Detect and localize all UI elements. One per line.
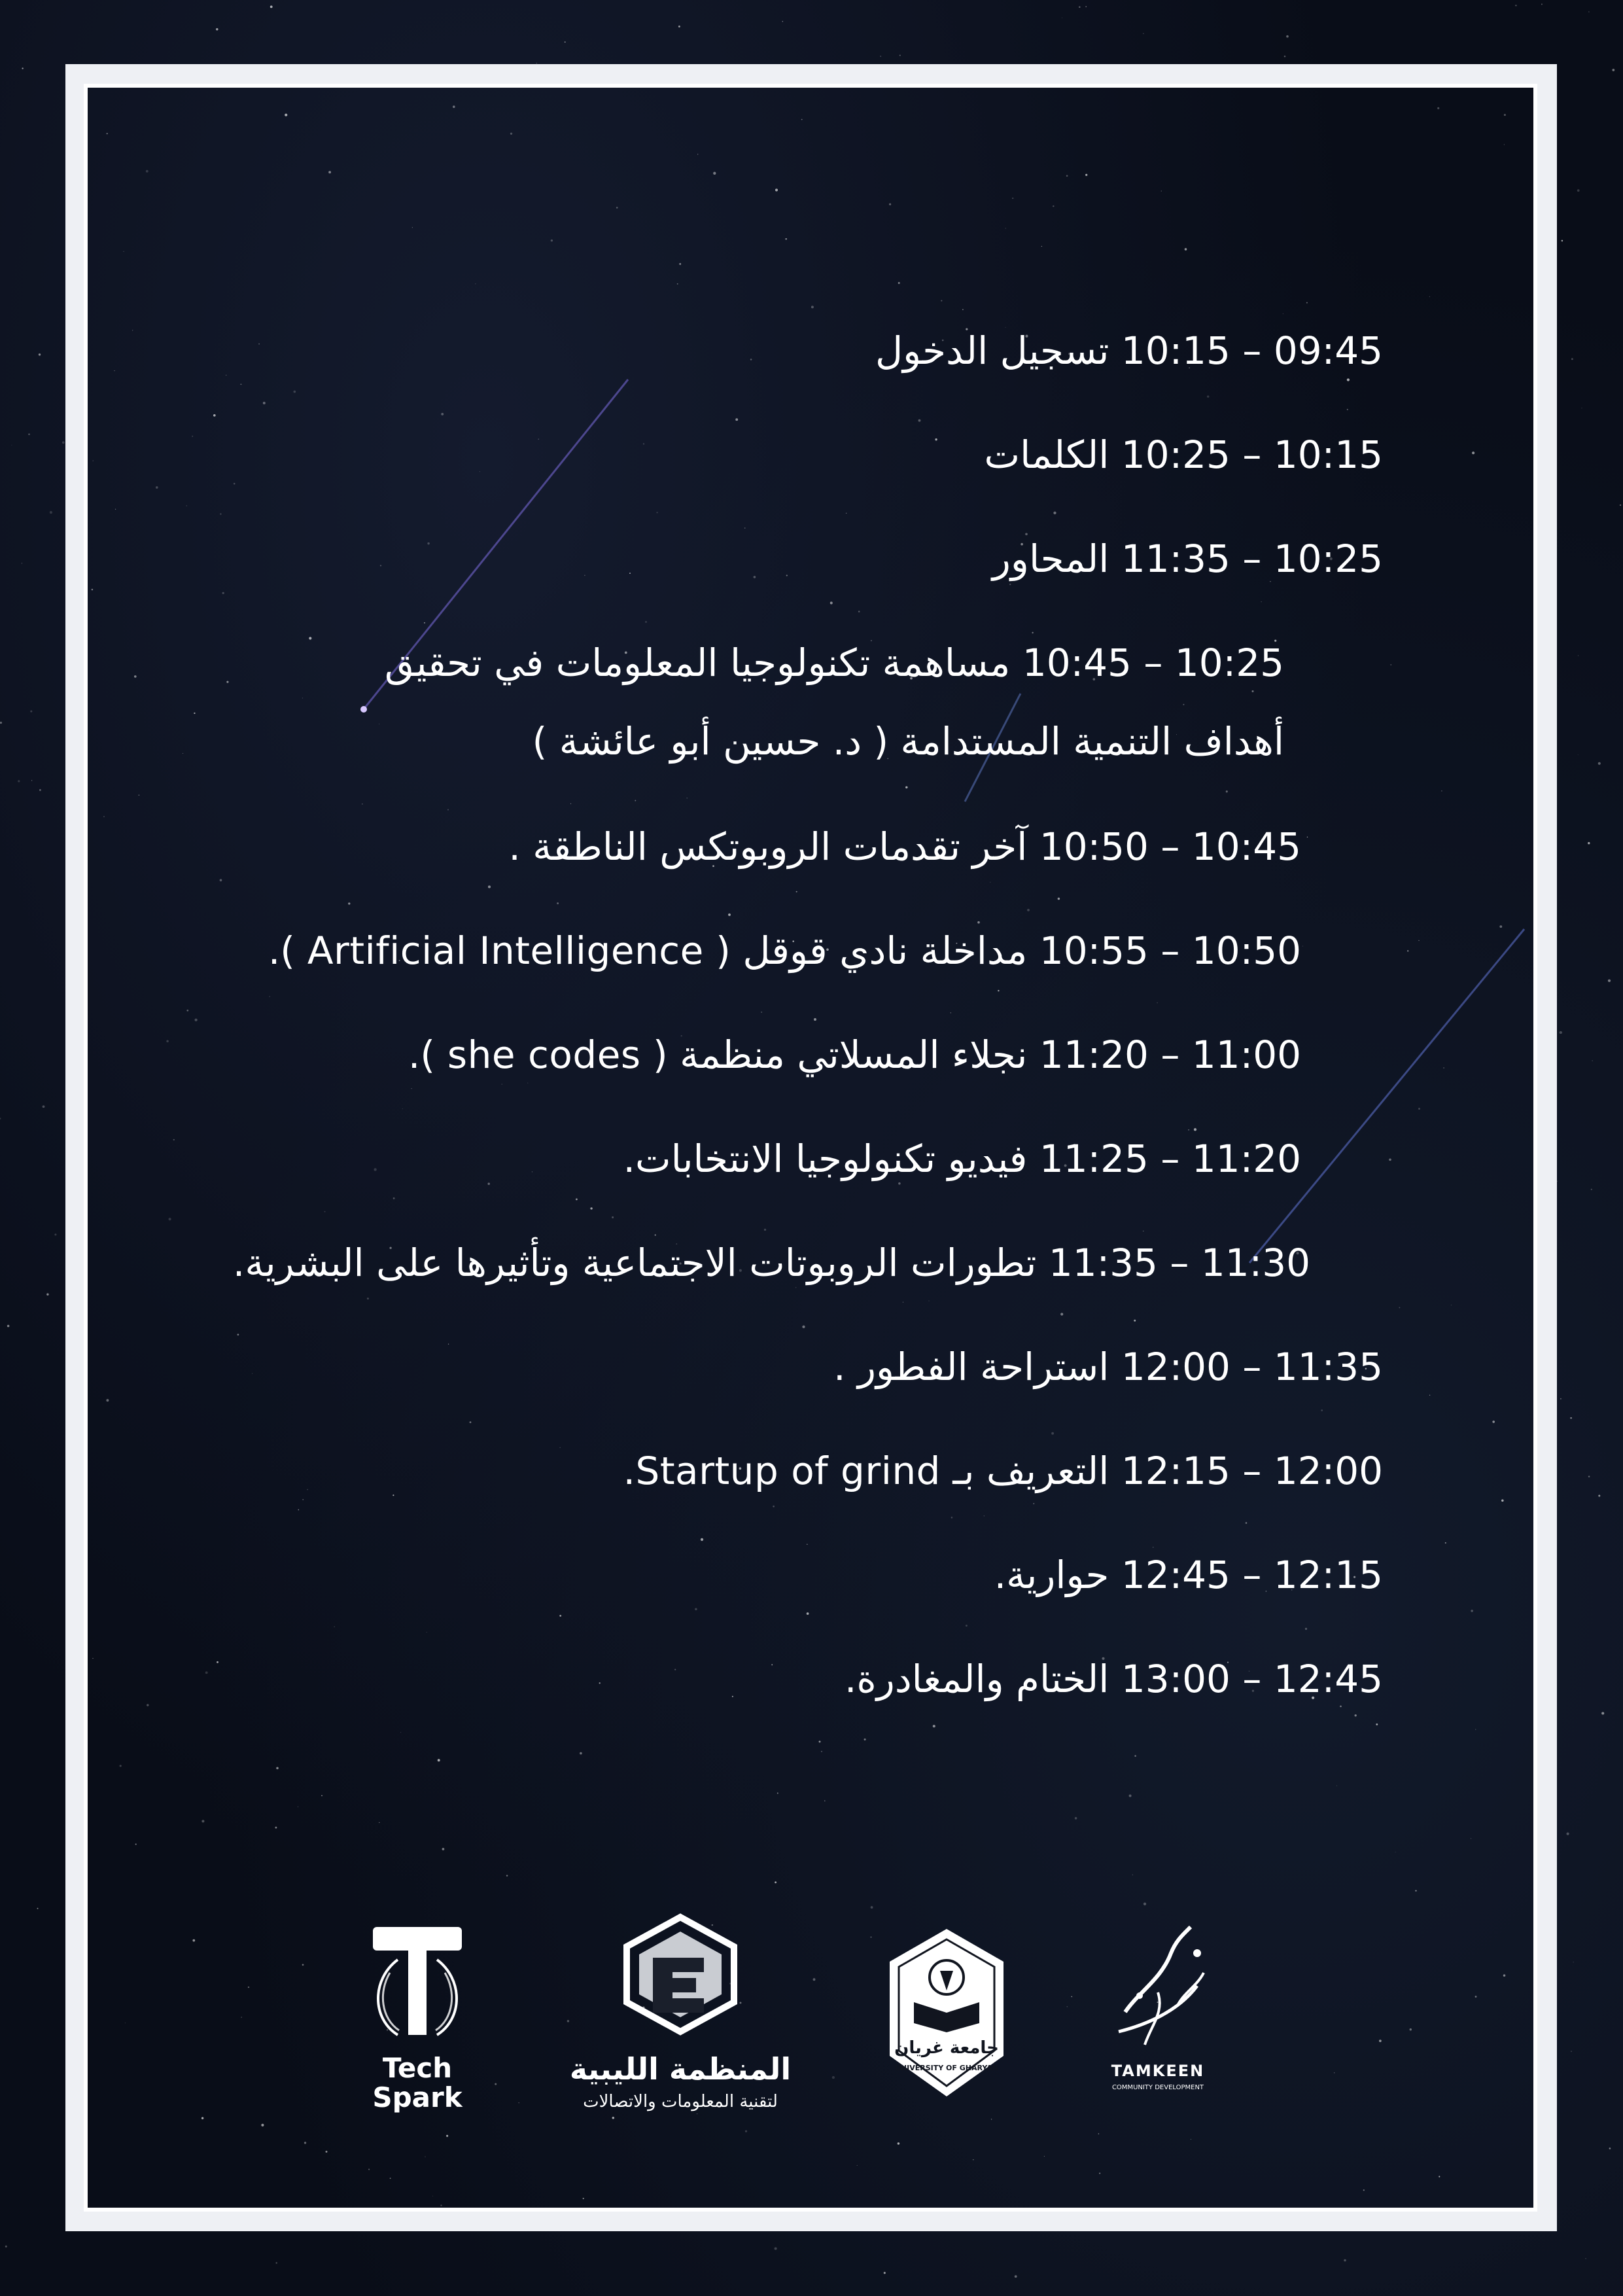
star-dot [1560,1031,1562,1034]
star-dot [54,1233,56,1235]
star-dot [1598,762,1601,765]
star-dot [1567,1833,1569,1835]
star-dot [276,2262,277,2263]
star-dot [37,1908,39,1909]
star-dot [39,353,41,355]
libyan-org-subtitle: لتقنية المعلومات والاتصالات [583,2092,778,2111]
star-dot [39,789,41,791]
star-dot [1591,1189,1592,1190]
star-dot [1286,35,1289,38]
schedule-item-social-robots: 11:30 – 11:35 تطورات الروبوتات الاجتماعية وتأثيرها على البشرية. [232,1241,1310,1285]
star-dot [22,67,23,69]
schedule-item-topics: 10:25 – 11:35 المحاور [992,537,1383,581]
star-dot [18,780,20,782]
star-dot [1612,69,1614,71]
schedule-item-robotics: 10:45 – 10:50 آخر تقدمات الروبوتكس الناطقة . [508,824,1301,869]
star-dot [50,511,52,514]
star-dot [1560,1398,1562,1400]
star-dot [7,1325,10,1328]
star-dot [46,1294,48,1296]
gharyan-university-logo [884,1925,1009,2102]
star-dot [1571,358,1573,360]
star-dot [1578,655,1579,656]
techspark-line2: Spark [372,2081,462,2113]
star-dot [1620,504,1621,506]
star-dot [1588,1475,1590,1477]
schedule-item-elections-video: 11:20 – 11:25 فيديو تكنولوجيا الانتخابات. [623,1137,1301,1181]
star-dot [1588,842,1590,844]
star-dot [30,711,32,713]
tamkeen-name: TAMKEEN [1111,2062,1205,2080]
star-dot [1571,2051,1572,2052]
star-dot [884,2272,886,2274]
schedule-item-she-codes: 11:00 – 11:20 نجلاء المسلاتي منظمة ( she codes ). [408,1033,1301,1077]
star-dot [1557,1181,1558,1182]
star-dot [1344,2259,1346,2262]
star-dot [1578,754,1579,755]
star-dot [31,780,32,781]
schedule-item-breakfast: 11:35 – 12:00 استراحة الفطور . [833,1345,1383,1389]
star-dot [0,1118,1,1119]
star-dot [5,2246,7,2248]
star-dot [1515,5,1516,6]
gharyan-english: UNIVERSITY OF GHARYAN [895,2064,998,2072]
star-dot [1570,1417,1572,1419]
libyan-org-name: المنظمة الليبية [569,2051,792,2087]
schedule-item-google-club: 10:50 – 10:55 مداخلة نادي قوقل ( Artificial Intelligence ). [268,928,1301,973]
techspark-logo [358,1920,476,2117]
star-dot [1609,2147,1611,2149]
techspark-line1: Tech [382,2052,453,2084]
star-dot [1562,240,1563,242]
star-dot [1015,2275,1017,2278]
star-dot [270,5,273,8]
star-dot [1608,980,1611,982]
star-dot [1573,1962,1574,1963]
star-dot [899,55,901,56]
star-dot [1284,56,1286,58]
star-dot [11,445,12,446]
libyan-org-logo [563,1911,798,2113]
schedule-item-speeches: 10:15 – 10:25 الكلمات [984,433,1383,477]
schedule-item-it-contribution: 10:25 – 10:45 مساهمة تكنولوجيا المعلومات في تحقيق [384,641,1284,685]
schedule-item-registration: 09:45 – 10:15 تسجيل الدخول [875,328,1383,373]
tamkeen-logo [1099,1914,1217,2097]
star-dot [1079,6,1081,8]
star-dot [1585,2258,1586,2259]
star-dot [1085,6,1087,7]
star-dot [565,41,566,43]
star-dot [1598,1494,1600,1496]
star-dot [678,26,680,27]
schedule-item-it-contribution-cont: أهداف التنمية المستدامة ( د. حسين أبو عائشة ) [532,719,1284,764]
star-dot [782,21,783,22]
star-dot [62,441,65,444]
star-dot [43,1105,45,1108]
gharyan-arabic: جامعة غريان [894,2038,999,2058]
star-dot [1601,1712,1604,1714]
schedule-item-panel: 12:15 – 12:45 حوارية. [994,1553,1383,1597]
star-dot [775,2247,777,2250]
star-dot [0,722,2,724]
schedule-item-startup-grind: 12:00 – 12:15 التعريف بـ Startup of grind. [623,1449,1383,1493]
tamkeen-subtitle: COMMUNITY DEVELOPMENT [1111,2084,1204,2091]
star-dot [28,433,30,435]
star-dot [1541,4,1543,5]
star-dot [1577,189,1580,192]
schedule-item-closing: 12:45 – 13:00 الختام والمغادرة. [844,1657,1383,1701]
star-dot [216,28,218,30]
